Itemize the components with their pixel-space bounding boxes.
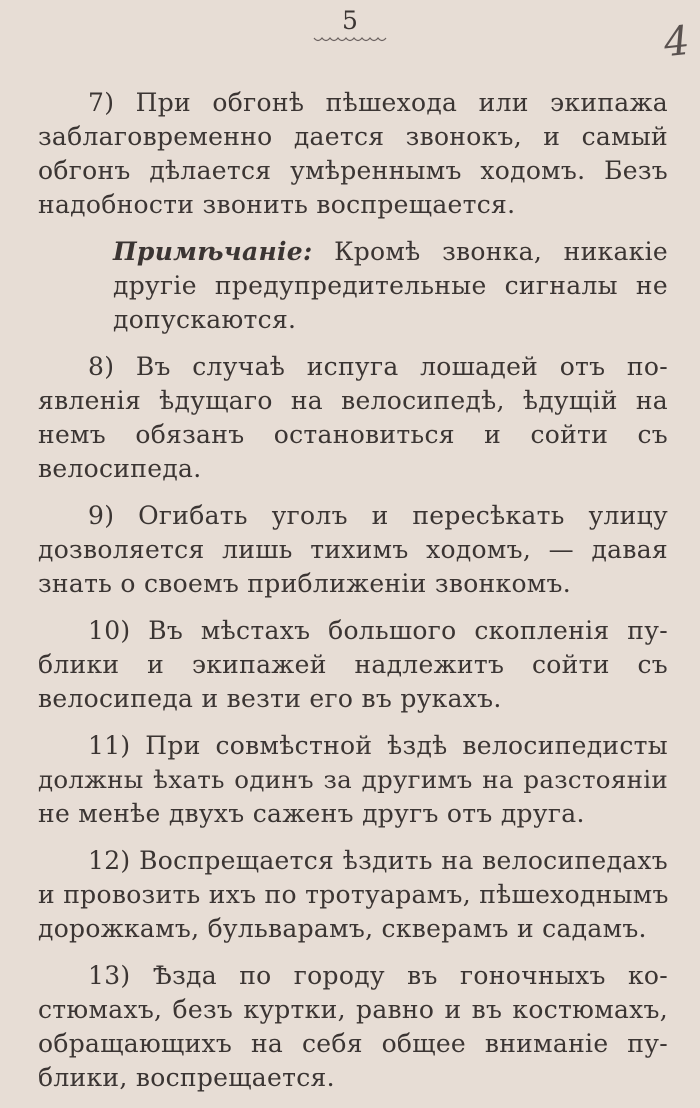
text-line: 8) Въ случаѣ испуга лошадей отъ по- [88,352,668,381]
document-body [38,86,668,1108]
text-line: заблаговременно дается звонокъ, и самый [38,122,668,151]
text-line [113,235,668,269]
text-line: не менѣе двухъ саженъ другъ отъ друга. [38,799,585,828]
ornament-divider [312,34,390,46]
text-line: обгонъ дѣлается умѣреннымъ ходомъ. Безъ [38,156,668,185]
text-line: 11) При совмѣстной ѣздѣ велосипедисты [88,731,668,760]
text-line: велосипеда и везти его въ рукахъ. [38,684,502,713]
paragraph-9 [38,499,668,601]
page-number: 5 [342,6,358,35]
text-line: надобности звонить воспрещается. [38,190,516,219]
paragraph-7 [38,86,668,222]
text-line: 7) При обгонѣ пѣшехода или экипажа [88,88,668,117]
text-line: стюмахъ, безъ куртки, равно и въ костюмахъ, [38,995,668,1024]
paragraph-10 [38,614,668,716]
note-label: Примѣчаніе: [113,237,313,266]
text-line: и провозить ихъ по тротуарамъ, пѣшеходнымъ [38,880,669,909]
text-line: 10) Въ мѣстахъ большого скопленія пу- [88,616,668,645]
text-line: должны ѣхать одинъ за другимъ на разстояніи [38,765,668,794]
text-line: 9) Огибать уголъ и пересѣкать улицу [88,501,668,530]
text-line: 13) Ѣзда по городу въ гоночныхъ ко- [88,961,668,990]
text-line: другіе предупредительные сигналы не [113,271,668,300]
handwritten-margin-note: 4 [661,17,692,67]
text-line: знать о своемъ приближеніи звонкомъ. [38,569,571,598]
text-line: дозволяется лишь тихимъ ходомъ, — давая [38,535,668,564]
text-line: немъ обязанъ остановиться и сойти съ [38,420,668,449]
text-line: допускаются. [113,305,297,334]
paragraph-13 [38,959,668,1095]
text-line: дорожкамъ, бульварамъ, скверамъ и садамъ. [38,914,647,943]
paragraph-12 [38,844,668,946]
paragraph-11 [38,729,668,831]
text-line: блики и экипажей надлежитъ сойти съ [38,650,668,679]
text-line: блики, воспрещается. [38,1063,335,1092]
text-line: велосипеда. [38,454,202,483]
text-line: явленія ѣдущаго на велосипедѣ, ѣдущій на [38,386,668,415]
note-paragraph [38,235,668,337]
text-line: 12) Воспрещается ѣздить на велосипедахъ [88,846,668,875]
paragraph-8 [38,350,668,486]
text-line: обращающихъ на себя общее вниманіе пу- [38,1029,668,1058]
note-text: Кромѣ звонка, никакіе [312,237,668,266]
